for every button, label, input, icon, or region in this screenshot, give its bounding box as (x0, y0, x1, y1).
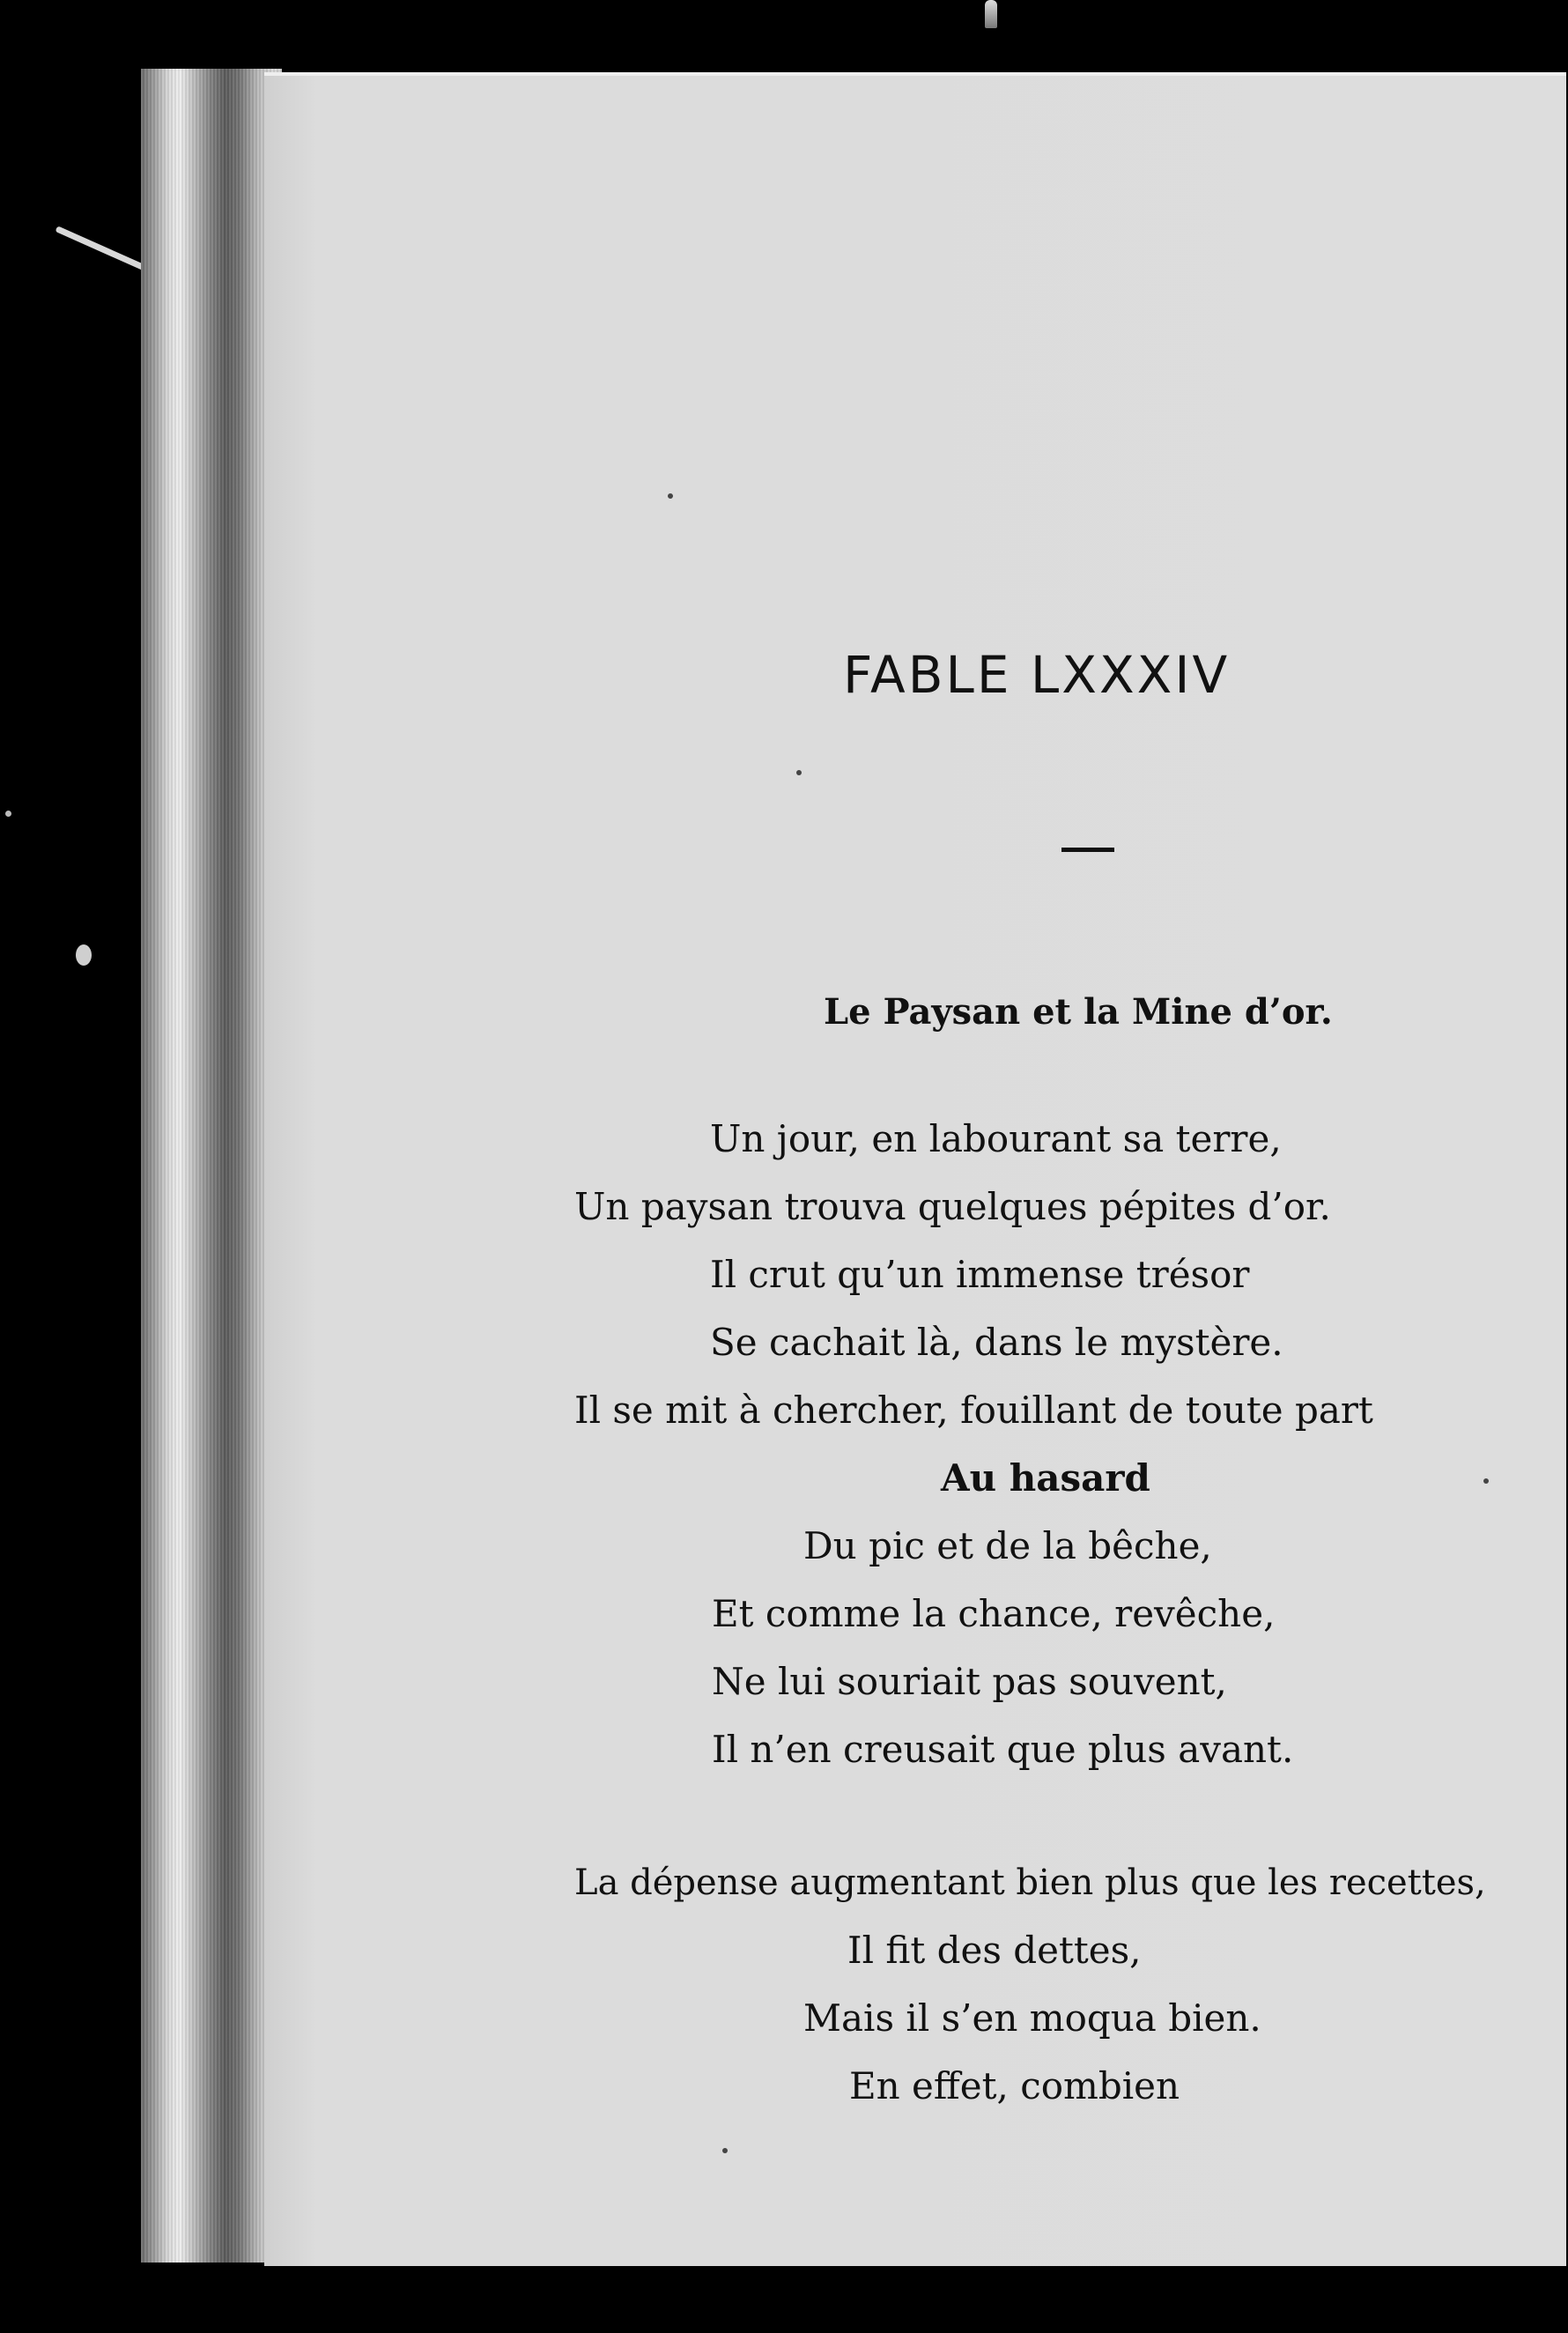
scan-smudge (76, 944, 92, 966)
title-separator (1061, 848, 1114, 852)
verse-line: Se cachait là, dans le mystère. (710, 1321, 1283, 1364)
scan-speck (5, 811, 11, 817)
fable-subtitle: Le Paysan et la Mine d’or. (824, 991, 1333, 1033)
verse-line: Et comme la chance, revêche, (712, 1592, 1276, 1635)
verse-line: Mais il s’en moqua bien. (803, 1996, 1261, 2040)
fable-title: FABLE LXXXIV (843, 645, 1231, 705)
verse-line: Il se mit à chercher, fouillant de toute part (574, 1389, 1373, 1432)
verse-line: Il crut qu’un immense trésor (710, 1253, 1250, 1296)
verse-line: Ne lui souriait pas souvent, (712, 1660, 1227, 1703)
verse-line: La dépense augmentant bien plus que les recettes, (574, 1863, 1486, 1903)
verse-line: Du pic et de la bêche, (803, 1524, 1212, 1567)
verse-line: Il fit des dettes, (847, 1929, 1142, 1972)
scan-smudge (985, 0, 997, 28)
verse-line: En effet, combien (849, 2064, 1180, 2107)
verse-line: Il n’en creusait que plus avant. (712, 1728, 1294, 1771)
verse-line: Au hasard (941, 1456, 1150, 1500)
book-page-edges (141, 69, 282, 2263)
scan-scratch (55, 226, 148, 271)
verse-line: Un jour, en labourant sa terre, (710, 1117, 1282, 1160)
verse-line: Un paysan trouva quelques pépites d’or. (574, 1185, 1331, 1228)
